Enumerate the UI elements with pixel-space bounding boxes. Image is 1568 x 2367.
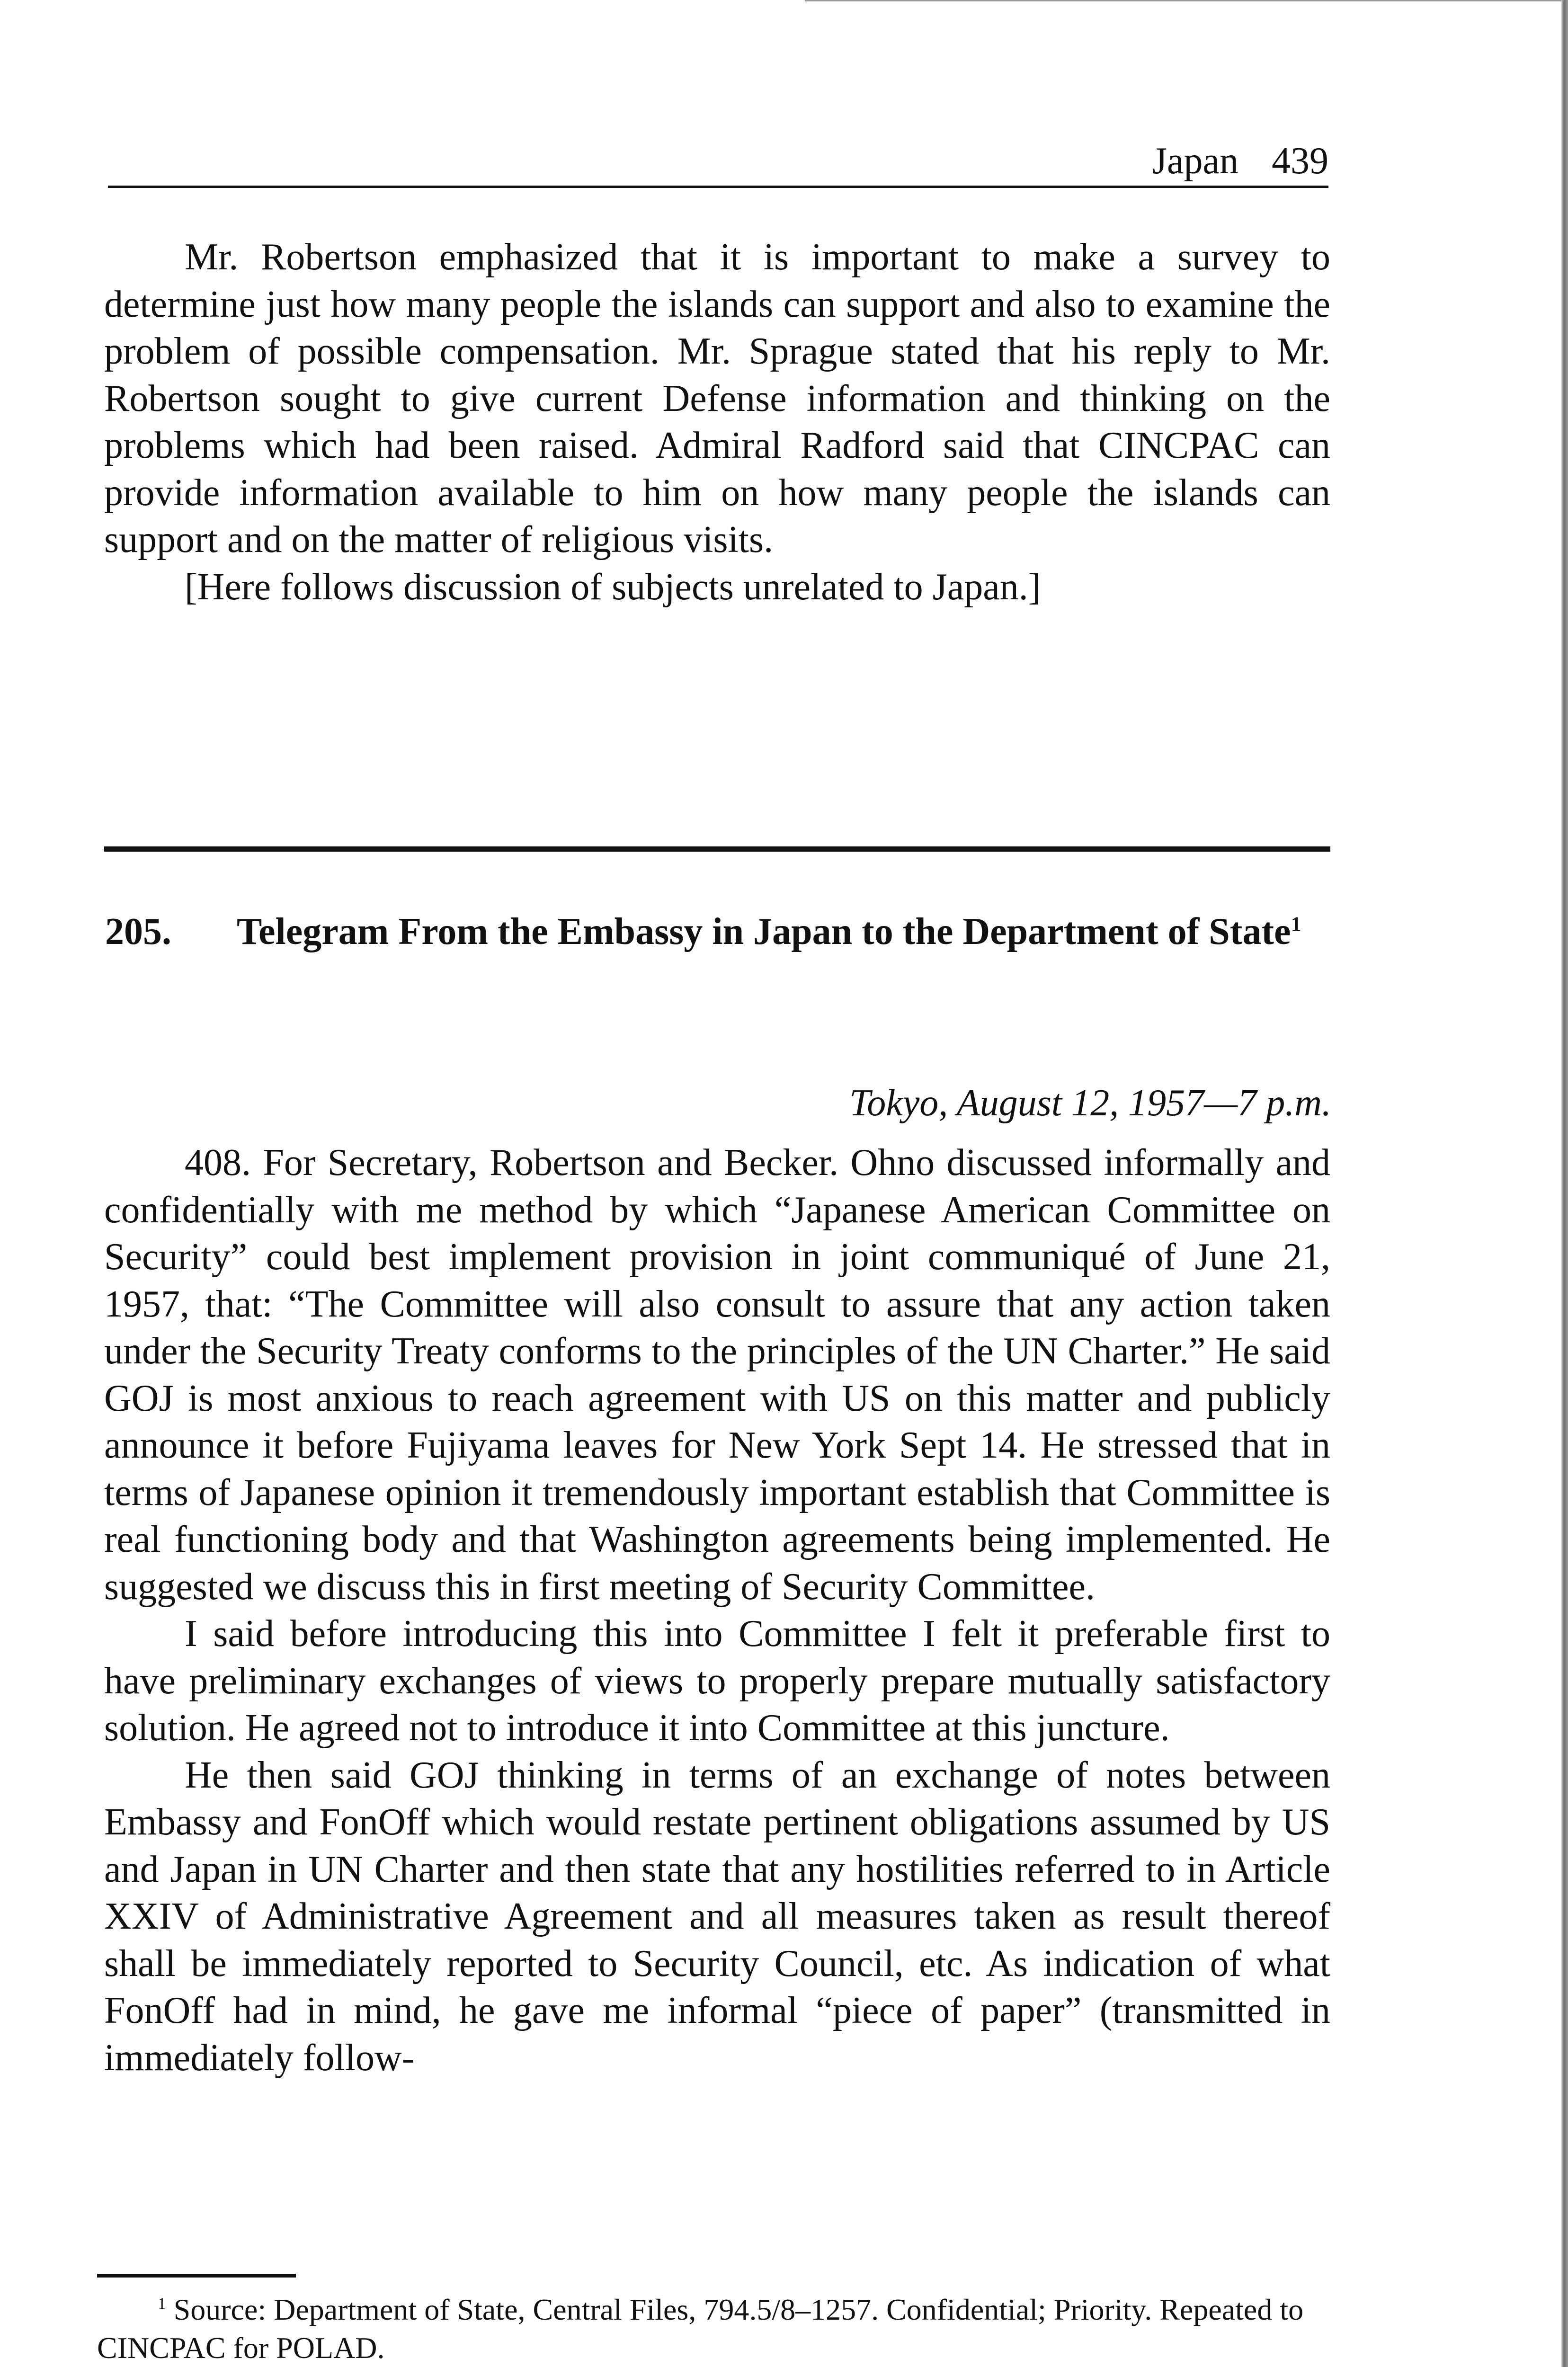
- body-paragraph: I said before introducing this into Committee I felt it preferable first to have preliminary exchanges of views to properly prepare mutually satisfactory solution. He agreed not to introduce it into Committee at this juncture.: [104, 1613, 1330, 1749]
- body-paragraph: He then said GOJ thinking in terms of an exchange of notes between Embassy and FonOff which would restate pertinent obligations assumed by US and Japan in UN Charter and then state that any hostilities referred to in Article XXIV of Administrative Agreement and all measures taken as result thereof shall be immediately reported to Security Council, etc. As indication of what FonOff had in mind, he gave me informal “piece of paper” (transmitted in immediately follow-: [104, 1754, 1330, 2079]
- page-top-edge: [805, 0, 1568, 1]
- body-paragraph: Mr. Robertson emphasized that it is important to make a survey to determine just how many people the islands can support and also to examine the problem of possible compensation. Mr. Sprague stated that his reply to Mr. Robertson sought to give current Defense information and thinking on the problems which had been raised. Admiral Radford said that CINCPAC can provide information available to him on how many people the islands can support and on the matter of religious visits.: [104, 236, 1330, 561]
- section-divider: [104, 846, 1330, 852]
- footnote-reference: 1: [1291, 912, 1301, 936]
- document-number: 205.: [105, 911, 171, 952]
- footnote-marker: 1: [158, 2294, 166, 2313]
- page-number: 439: [1272, 140, 1328, 182]
- running-head-title: Japan: [1152, 140, 1238, 182]
- dateline: Tokyo, August 12, 1957—7 p.m.: [849, 1082, 1331, 1124]
- editorial-note: [Here follows discussion of subjects unrelated to Japan.]: [185, 566, 1041, 608]
- telegram-text: [104, 1139, 1330, 2082]
- document-title: [237, 908, 1326, 955]
- footnote-text: Source: Department of State, Central Files, 794.5/8–1257. Confidential; Priority. Repeated to CINCPAC for POLAD.: [97, 2293, 1304, 2365]
- document-title-text: Telegram From the Embassy in Japan to the Department of State: [237, 911, 1291, 952]
- page-side-edge: [1561, 0, 1568, 2367]
- running-head: [108, 136, 1328, 188]
- continuation-text: [104, 234, 1330, 611]
- footnote: [97, 2290, 1318, 2367]
- footnote-rule: [97, 2274, 296, 2278]
- body-paragraph: 408. For Secretary, Robertson and Becker. Ohno discussed informally and confidentially with me method by which “Japanese American Committee on Security” could best implement provision in joint communiqué of June 21, 1957, that: “The Committee will also consult to assure that any action taken under the Security Treaty conforms to the principles of the UN Charter.” He said GOJ is most anxious to reach agreement with US on this matter and publicly announce it before Fujiyama leaves for New York Sept 14. He stressed that in terms of Japanese opinion it tremendously important establish that Committee is real functioning body and that Washington agreements being implemented. He suggested we discuss this in first meeting of Security Committee.: [104, 1142, 1330, 1608]
